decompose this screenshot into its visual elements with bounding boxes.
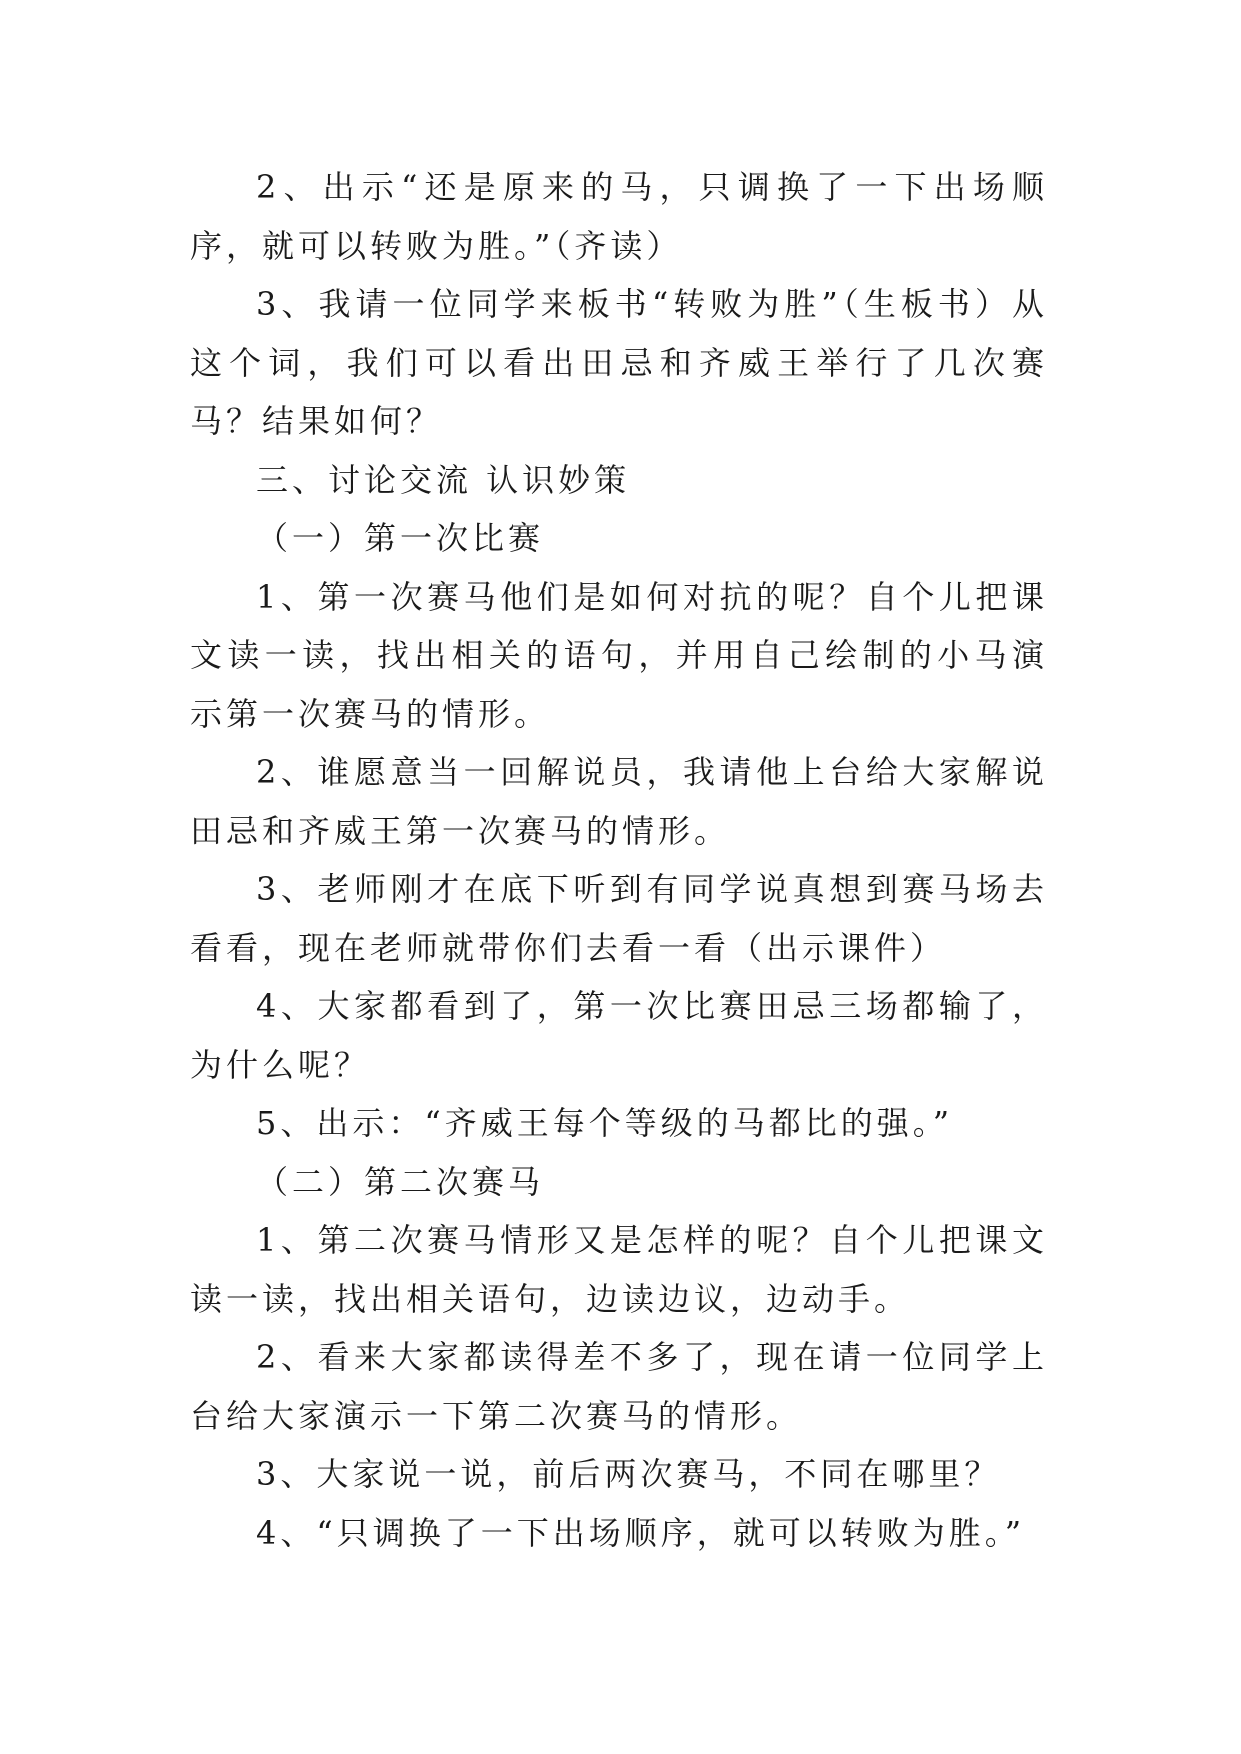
paragraph: 3、我请一位同学来板书“转败为胜”（生板书）从这个词，我们可以看出田忌和齐威王举行了几次赛马？结果如何？	[190, 285, 1048, 440]
paragraph: 2、看来大家都读得差不多了，现在请一位同学上台给大家演示一下第二次赛马的情形。	[190, 1338, 1048, 1435]
paragraph: 4、大家都看到了，第一次比赛田忌三场都输了，为什么呢？	[190, 987, 1048, 1084]
paragraph: 3、大家说一说，前后两次赛马，不同在哪里？	[256, 1455, 1001, 1493]
paragraph: 2、谁愿意当一回解说员，我请他上台给大家解说田忌和齐威王第一次赛马的情形。	[190, 753, 1048, 850]
paragraph: 1、第一次赛马他们是如何对抗的呢？自个儿把课文读一读，找出相关的语句，并用自己绘制的小马演示第一次赛马的情形。	[190, 577, 1048, 733]
document-body	[190, 158, 1048, 1562]
paragraph: 3、老师刚才在底下听到有同学说真想到赛马场去看看，现在老师就带你们去看一看（出示课件）	[190, 870, 1048, 967]
paragraph: 2、出示“还是原来的马，只调换了一下出场顺序，就可以转败为胜。”（齐读）	[190, 168, 1048, 265]
paragraph: 5、出示：“齐威王每个等级的马都比的强。”	[256, 1104, 954, 1142]
subsection-heading: （二）第二次赛马	[256, 1162, 545, 1201]
paragraph: 1、第二次赛马情形又是怎样的呢？自个儿把课文读一读，找出相关语句，边读边议，边动手。	[190, 1221, 1048, 1318]
paragraph: 4、“只调换了一下出场顺序，就可以转败为胜。”	[256, 1513, 1026, 1552]
subsection-heading: （一）第一次比赛	[256, 519, 545, 557]
section-heading: 三、讨论交流 认识妙策	[256, 460, 631, 499]
